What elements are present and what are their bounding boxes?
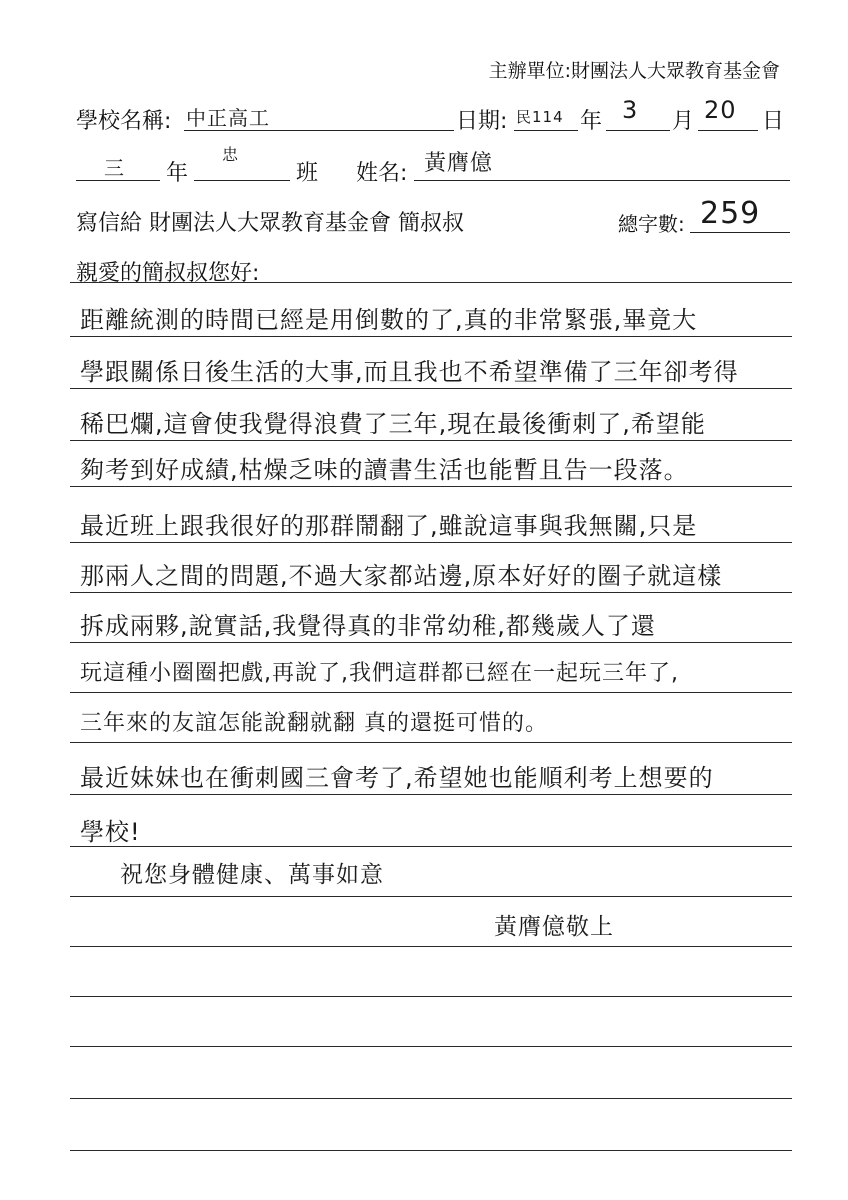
body-line: 玩這種小圈圈把戲,再說了,我們這群都已經在一起玩三年了, — [80, 661, 679, 686]
recipient-line: 寫信給 財團法人大眾教育基金會 簡叔叔 — [76, 211, 464, 236]
ruled-line — [70, 896, 792, 897]
day-label: 日 — [762, 109, 785, 134]
ruled-line — [70, 542, 792, 543]
word-count-value: 259 — [700, 196, 761, 231]
word-count-label: 總字數: — [618, 212, 685, 236]
date-day-value: 20 — [704, 96, 737, 124]
school-underline — [184, 130, 454, 131]
date-day-underline — [698, 130, 758, 131]
name-label: 姓名: — [356, 161, 408, 186]
greeting: 親愛的簡叔叔您好: — [76, 261, 260, 286]
body-line: 三年來的友誼怎能說翻就翻 真的還挺可惜的。 — [80, 711, 548, 736]
ruled-line — [70, 388, 792, 389]
ruled-line — [70, 946, 792, 947]
ruled-line — [70, 742, 792, 743]
body-line: 稀巴爛,這會使我覺得浪費了三年,現在最後衝刺了,希望能 — [80, 410, 706, 438]
body-line: 學校! — [80, 818, 141, 846]
ruled-line — [70, 996, 792, 997]
ruled-line — [70, 440, 792, 441]
date-year-underline — [514, 130, 578, 131]
signature: 黃膺億敬上 — [494, 914, 614, 940]
ruled-line — [70, 1098, 792, 1099]
body-line: 拆成兩夥,說實話,我覺得真的非常幼稚,都幾歲人了還 — [80, 612, 656, 640]
body-line: 最近妹妹也在衝刺國三會考了,希望她也能順利考上想要的 — [80, 764, 714, 792]
date-month-value: 3 — [622, 96, 639, 124]
class-label: 班 — [296, 161, 319, 186]
ruled-line — [70, 794, 792, 795]
class-underline — [194, 180, 290, 181]
grade-value: 三 — [104, 156, 125, 180]
date-year-value: 民114 — [516, 108, 564, 126]
body-line: 距離統測的時間已經是用倒數的了,真的非常緊張,畢竟大 — [80, 306, 698, 334]
ruled-line — [70, 336, 792, 337]
body-line: 學跟關係日後生活的大事,而且我也不希望準備了三年卻考得 — [80, 358, 739, 386]
body-line: 那兩人之間的問題,不過大家都站邊,原本好好的圈子就這樣 — [80, 562, 723, 590]
ruled-line — [70, 1046, 792, 1047]
organizer-label: 主辦單位:財團法人大眾教育基金會 — [488, 60, 780, 82]
ruled-line — [70, 1150, 792, 1151]
grade-label: 年 — [166, 161, 189, 186]
ruled-line — [70, 592, 792, 593]
date-label: 日期: — [456, 109, 508, 134]
body-line: 夠考到好成績,枯燥乏味的讀書生活也能暫且告一段落。 — [80, 456, 689, 484]
word-count-underline — [690, 232, 790, 233]
school-value: 中正高工 — [186, 106, 270, 130]
ruled-line — [70, 642, 792, 643]
body-line: 最近班上跟我很好的那群鬧翻了,雖說這事與我無關,只是 — [80, 512, 698, 540]
name-value: 黃膺億 — [424, 151, 494, 176]
ruled-line — [70, 692, 792, 693]
month-label: 月 — [672, 109, 695, 134]
school-label: 學校名稱: — [76, 109, 172, 134]
class-value: 忠 — [222, 145, 240, 164]
ruled-line — [70, 846, 792, 847]
grade-underline — [76, 180, 160, 181]
ruled-line — [70, 486, 792, 487]
date-month-underline — [606, 130, 670, 131]
ruled-line — [70, 282, 792, 283]
name-underline — [414, 180, 790, 181]
closing-line: 祝您身體健康、萬事如意 — [120, 862, 384, 888]
year-label: 年 — [580, 109, 603, 134]
